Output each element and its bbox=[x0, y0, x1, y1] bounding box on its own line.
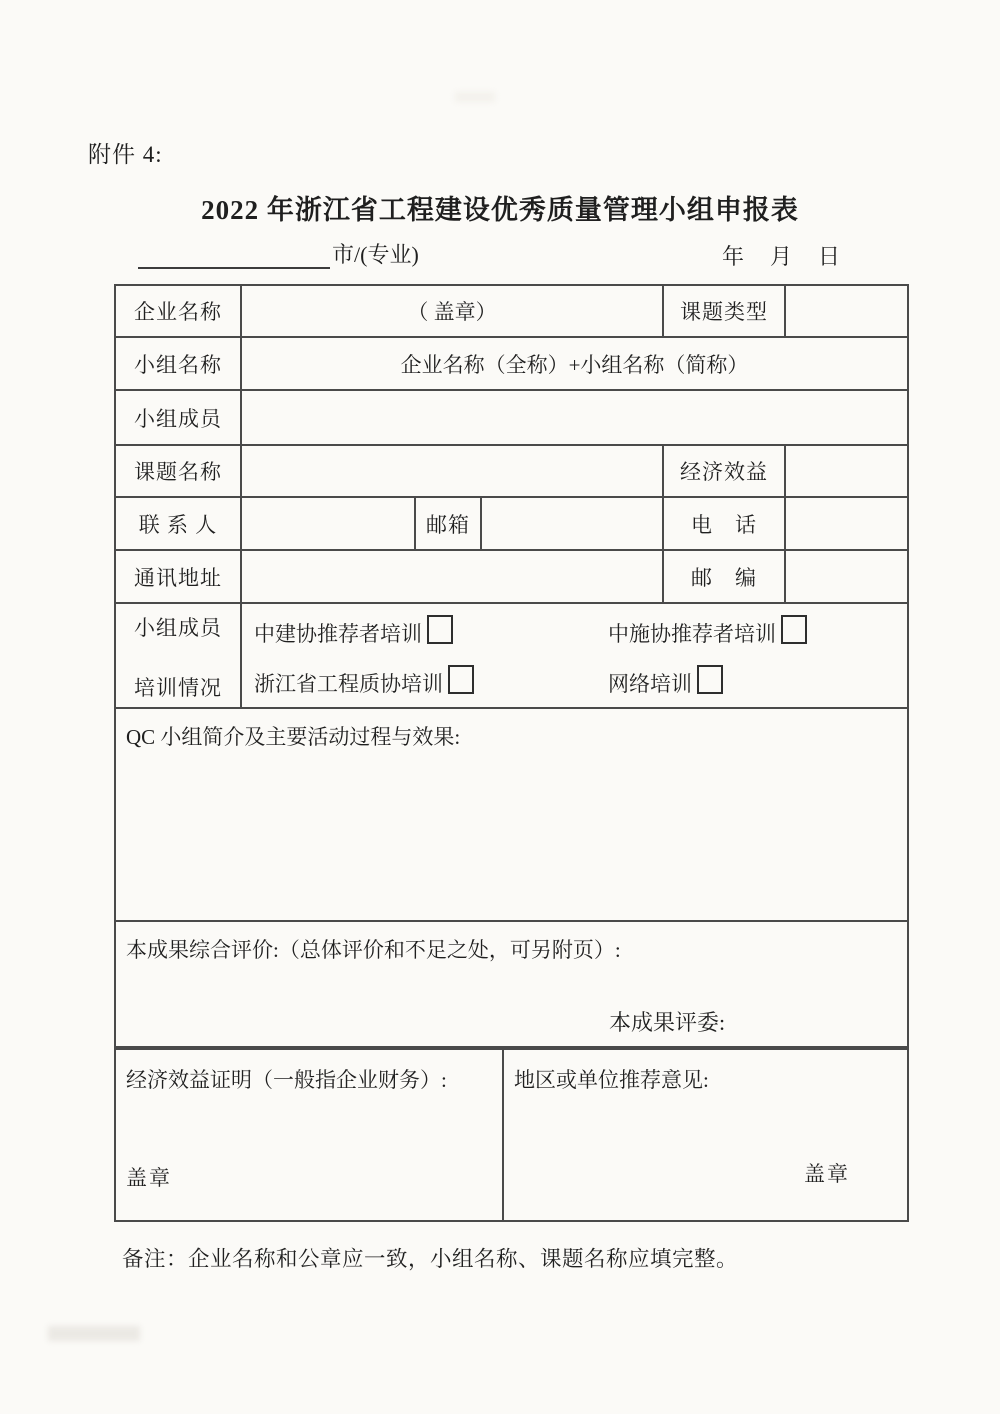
training-option-2-label: 中施协推荐者培训 bbox=[608, 622, 776, 646]
company-name-label: 企业名称 bbox=[115, 285, 241, 337]
row-address bbox=[115, 550, 908, 603]
postcode-value-cell bbox=[785, 550, 908, 603]
recommendation-cell bbox=[503, 1049, 908, 1221]
training-option-2 bbox=[608, 618, 807, 651]
row-contact bbox=[115, 497, 908, 550]
topic-type-label: 课题类型 bbox=[663, 285, 785, 337]
group-members-value-cell bbox=[241, 390, 908, 445]
email-label: 邮箱 bbox=[415, 497, 481, 550]
training-option-1-label: 中建协推荐者培训 bbox=[254, 622, 422, 646]
phone-value-cell bbox=[785, 497, 908, 550]
training-label bbox=[115, 603, 241, 708]
evaluation-label: 本成果综合评价:（总体评价和不足之处，可另附页）: bbox=[126, 938, 621, 962]
row-company bbox=[115, 285, 908, 337]
training-option-3-checkbox-icon bbox=[448, 665, 474, 694]
row-topic-name bbox=[115, 445, 908, 497]
topic-name-label: 课题名称 bbox=[115, 445, 241, 497]
postcode-label: 邮 编 bbox=[663, 550, 785, 603]
row-qc-intro bbox=[115, 708, 908, 921]
economic-benefit-value-cell bbox=[785, 445, 908, 497]
address-value-cell bbox=[241, 550, 663, 603]
address-label: 通讯地址 bbox=[115, 550, 241, 603]
email-value-cell bbox=[481, 497, 663, 550]
benefit-proof-label: 经济效益证明（一般指企业财务）: bbox=[126, 1068, 447, 1092]
training-option-3 bbox=[254, 668, 474, 701]
recommendation-label: 地区或单位推荐意见: bbox=[514, 1068, 709, 1092]
training-label-line2: 培训情况 bbox=[134, 675, 222, 700]
benefit-proof-cell bbox=[115, 1049, 503, 1221]
training-option-1-checkbox-icon bbox=[427, 615, 453, 644]
region-blank-underline bbox=[138, 243, 330, 269]
region-suffix-label: 市/(专业) bbox=[332, 242, 419, 267]
contact-value-cell bbox=[241, 497, 415, 550]
row-group-name bbox=[115, 337, 908, 390]
bottom-section-table bbox=[114, 1048, 909, 1222]
group-name-value-cell: 企业名称（全称）+小组名称（简称） bbox=[241, 337, 908, 390]
group-name-label: 小组名称 bbox=[115, 337, 241, 390]
topic-name-value-cell bbox=[241, 445, 663, 497]
attachment-label: 附件 4: bbox=[88, 142, 163, 167]
recommendation-seal-label: 盖章 bbox=[804, 1162, 850, 1186]
evaluation-cell bbox=[115, 921, 908, 1047]
judge-label: 本成果评委: bbox=[609, 1010, 726, 1035]
qc-intro-cell: QC 小组简介及主要活动过程与效果: bbox=[115, 708, 908, 921]
row-bottom bbox=[115, 1049, 908, 1221]
scan-artifact bbox=[48, 1326, 140, 1341]
phone-label: 电 话 bbox=[663, 497, 785, 550]
training-option-3-label: 浙江省工程质协培训 bbox=[254, 672, 443, 696]
region-line bbox=[138, 238, 419, 269]
date-line: 年 月 日 bbox=[722, 244, 843, 269]
training-option-4 bbox=[608, 668, 723, 701]
scan-artifact bbox=[455, 92, 495, 102]
group-members-label: 小组成员 bbox=[115, 390, 241, 445]
row-members bbox=[115, 390, 908, 445]
row-training bbox=[115, 603, 908, 708]
training-option-2-checkbox-icon bbox=[781, 615, 807, 644]
footer-note: 备注：企业名称和公章应一致，小组名称、课题名称应填完整。 bbox=[122, 1247, 739, 1271]
topic-type-value-cell bbox=[785, 285, 908, 337]
row-evaluation bbox=[115, 921, 908, 1047]
application-form-table bbox=[114, 284, 909, 1048]
company-name-value-cell: （ 盖章） bbox=[241, 285, 663, 337]
training-option-4-checkbox-icon bbox=[697, 665, 723, 694]
training-option-4-label: 网络培训 bbox=[608, 672, 692, 696]
benefit-proof-seal-label: 盖章 bbox=[126, 1166, 172, 1190]
economic-benefit-label: 经济效益 bbox=[663, 445, 785, 497]
training-options-cell bbox=[241, 603, 908, 708]
training-option-1 bbox=[254, 618, 453, 651]
page-title: 2022 年浙江省工程建设优秀质量管理小组申报表 bbox=[201, 195, 799, 225]
training-label-line1: 小组成员 bbox=[134, 615, 222, 640]
contact-label: 联 系 人 bbox=[115, 497, 241, 550]
